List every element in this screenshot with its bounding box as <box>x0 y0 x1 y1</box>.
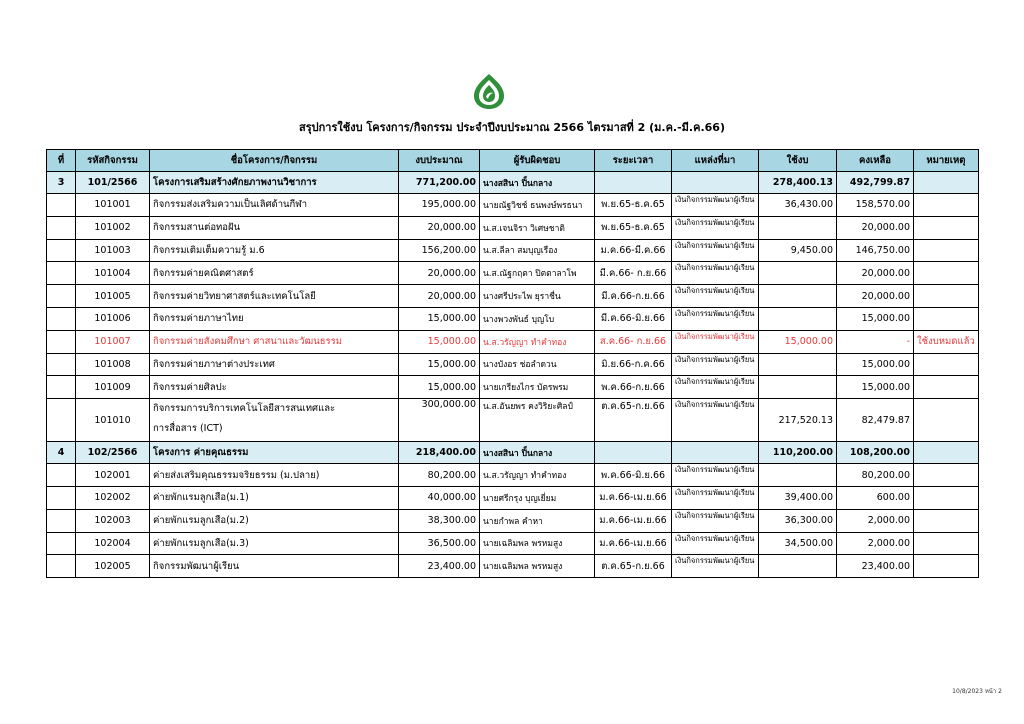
group-used: 110,200.00 <box>759 442 837 464</box>
activity-used <box>759 376 837 399</box>
activity-name-line1: กิจกรรมการบริการเทคโนโลยีสารสนเทศและ <box>153 403 336 415</box>
activity-note <box>914 307 979 330</box>
table-body <box>47 172 979 578</box>
activity-no <box>47 353 76 376</box>
activity-no <box>47 307 76 330</box>
activity-no <box>47 216 76 239</box>
activity-name: กิจกรรมค่ายวิทยาศาสตร์และเทคโนโลยี <box>150 285 399 308</box>
activity-period: มี.ค.66-มิ.ย.66 <box>595 307 672 330</box>
activity-note <box>914 464 979 487</box>
activity-code: 102002 <box>76 486 150 509</box>
activity-resp: น.ส.อันยพร คงวิริยะศิลป์ <box>480 399 595 442</box>
col-header-budget: งบประมาณ <box>399 150 480 172</box>
activity-resp: นางพวงพันธ์ บุญโบ <box>480 307 595 330</box>
group-note <box>914 442 979 464</box>
activity-source: เงินกิจกรรมพัฒนาผู้เรียน <box>672 376 759 399</box>
activity-no <box>47 464 76 487</box>
activity-budget: 20,000.00 <box>399 262 480 285</box>
activity-code: 101003 <box>76 239 150 262</box>
activity-resp: นายณัฐวิชช์ ธนพงษ์พรธนา <box>480 194 595 217</box>
activity-row <box>47 330 979 353</box>
activity-remain: 2,000.00 <box>837 509 914 532</box>
activity-resp: นายศรีกรุง บุญเยี่ยม <box>480 486 595 509</box>
group-source <box>672 172 759 194</box>
project-group-row <box>47 172 979 194</box>
activity-used <box>759 307 837 330</box>
activity-name: กิจกรรมค่ายศิลปะ <box>150 376 399 399</box>
table-header-row <box>47 150 979 172</box>
activity-budget: 40,000.00 <box>399 486 480 509</box>
activity-resp: นายเกรียงไกร บัตรพรม <box>480 376 595 399</box>
activity-budget: 15,000.00 <box>399 307 480 330</box>
activity-used <box>759 285 837 308</box>
activity-source: เงินกิจกรรมพัฒนาผู้เรียน <box>672 555 759 578</box>
activity-code: 102005 <box>76 555 150 578</box>
activity-period: พ.ค.66-ก.ย.66 <box>595 376 672 399</box>
activity-used <box>759 262 837 285</box>
activity-budget: 20,000.00 <box>399 285 480 308</box>
activity-source: เงินกิจกรรมพัฒนาผู้เรียน <box>672 307 759 330</box>
activity-budget: 20,000.00 <box>399 216 480 239</box>
activity-source: เงินกิจกรรมพัฒนาผู้เรียน <box>672 285 759 308</box>
group-resp: นางสสินา ปิ็นกลาง <box>480 442 595 464</box>
group-no: 3 <box>47 172 76 194</box>
activity-row <box>47 399 979 442</box>
activity-period: ม.ค.66-เม.ย.66 <box>595 532 672 555</box>
activity-row <box>47 285 979 308</box>
activity-remain: 146,750.00 <box>837 239 914 262</box>
activity-row <box>47 239 979 262</box>
activity-code: 102004 <box>76 532 150 555</box>
activity-resp: น.ส.ณัฐกฤตา ปิตตาลาโพ <box>480 262 595 285</box>
activity-no <box>47 262 76 285</box>
col-header-used: ใช้งบ <box>759 150 837 172</box>
activity-remain: 15,000.00 <box>837 307 914 330</box>
group-source <box>672 442 759 464</box>
activity-budget: 38,300.00 <box>399 509 480 532</box>
activity-budget: 195,000.00 <box>399 194 480 217</box>
activity-row <box>47 262 979 285</box>
activity-code: 101007 <box>76 330 150 353</box>
activity-row <box>47 509 979 532</box>
activity-code: 102001 <box>76 464 150 487</box>
col-header-period: ระยะเวลา <box>595 150 672 172</box>
col-header-no: ที่ <box>47 150 76 172</box>
group-remain: 108,200.00 <box>837 442 914 464</box>
activity-remain: - <box>837 330 914 353</box>
activity-remain: 80,200.00 <box>837 464 914 487</box>
activity-remain: 82,479.87 <box>837 399 914 442</box>
activity-name: ค่ายพักแรมลูกเสือ(ม.3) <box>150 532 399 555</box>
group-period <box>595 442 672 464</box>
activity-budget: 15,000.00 <box>399 330 480 353</box>
activity-name-line2: การสื่อสาร (ICT) <box>153 423 223 435</box>
activity-name: ค่ายพักแรมลูกเสือ(ม.1) <box>150 486 399 509</box>
activity-name: กิจกรรมเติมเต็มความรู้ ม.6 <box>150 239 399 262</box>
activity-code: 101001 <box>76 194 150 217</box>
activity-used <box>759 216 837 239</box>
activity-budget: 300,000.00 <box>399 399 480 442</box>
budget-table <box>46 149 979 578</box>
activity-row <box>47 376 979 399</box>
activity-remain: 20,000.00 <box>837 216 914 239</box>
activity-row <box>47 532 979 555</box>
activity-name: กิจกรรมส่งเสริมความเป็นเลิศด้านกีฬา <box>150 194 399 217</box>
activity-no <box>47 509 76 532</box>
activity-code: 101010 <box>76 399 150 442</box>
page-title: สรุปการใช้งบ โครงการ/กิจกรรม ประจำปีงบประมาณ 2566 ไตรมาสที่ 2 (ม.ค.-มี.ค.66) <box>299 121 725 134</box>
activity-period: ต.ค.65-ก.ย.66 <box>595 399 672 442</box>
activity-no <box>47 376 76 399</box>
activity-period: ม.ค.66-เม.ย.66 <box>595 486 672 509</box>
activity-code: 101006 <box>76 307 150 330</box>
activity-no <box>47 239 76 262</box>
activity-budget: 80,200.00 <box>399 464 480 487</box>
activity-name: ค่ายพักแรมลูกเสือ(ม.2) <box>150 509 399 532</box>
activity-no <box>47 285 76 308</box>
activity-no <box>47 399 76 442</box>
activity-remain: 23,400.00 <box>837 555 914 578</box>
activity-used: 36,300.00 <box>759 509 837 532</box>
activity-code: 101004 <box>76 262 150 285</box>
activity-period: มี.ค.66-ก.ย.66 <box>595 285 672 308</box>
group-budget: 771,200.00 <box>399 172 480 194</box>
activity-resp: น.ส.วรัญญา ทำคำทอง <box>480 464 595 487</box>
activity-budget: 156,200.00 <box>399 239 480 262</box>
activity-row <box>47 486 979 509</box>
activity-resp: น.ส.เจนจิรา วิเศษชาติ <box>480 216 595 239</box>
activity-remain: 158,570.00 <box>837 194 914 217</box>
activity-resp: น.ส.วรัญญา ทำคำทอง <box>480 330 595 353</box>
activity-source: เงินกิจกรรมพัฒนาผู้เรียน <box>672 353 759 376</box>
activity-name <box>150 399 399 442</box>
project-group-row <box>47 442 979 464</box>
activity-period: ม.ค.66-มี.ค.66 <box>595 239 672 262</box>
school-emblem-icon <box>472 72 506 110</box>
activity-budget: 15,000.00 <box>399 353 480 376</box>
col-header-resp: ผู้รับผิดชอบ <box>480 150 595 172</box>
activity-budget: 23,400.00 <box>399 555 480 578</box>
activity-resp: นายกำพล คำหา <box>480 509 595 532</box>
activity-name: ค่ายส่งเสริมคุณธรรมจริยธรรม (ม.ปลาย) <box>150 464 399 487</box>
activity-row <box>47 307 979 330</box>
activity-remain: 2,000.00 <box>837 532 914 555</box>
activity-source: เงินกิจกรรมพัฒนาผู้เรียน <box>672 194 759 217</box>
activity-used <box>759 353 837 376</box>
activity-row <box>47 353 979 376</box>
activity-budget: 36,500.00 <box>399 532 480 555</box>
activity-code: 101009 <box>76 376 150 399</box>
activity-note <box>914 216 979 239</box>
activity-budget: 15,000.00 <box>399 376 480 399</box>
activity-remain: 20,000.00 <box>837 285 914 308</box>
activity-no <box>47 194 76 217</box>
group-name: โครงการ ค่ายคุณธรรม <box>150 442 399 464</box>
group-remain: 492,799.87 <box>837 172 914 194</box>
activity-period: พ.ย.65-ธ.ค.65 <box>595 194 672 217</box>
activity-used: 9,450.00 <box>759 239 837 262</box>
group-no: 4 <box>47 442 76 464</box>
activity-remain: 15,000.00 <box>837 376 914 399</box>
activity-no <box>47 330 76 353</box>
activity-source: เงินกิจกรรมพัฒนาผู้เรียน <box>672 216 759 239</box>
activity-period: ต.ค.65-ก.ย.66 <box>595 555 672 578</box>
activity-remain: 15,000.00 <box>837 353 914 376</box>
activity-note <box>914 399 979 442</box>
group-note <box>914 172 979 194</box>
group-code: 102/2566 <box>76 442 150 464</box>
group-resp: นางสสินา ปิ็นกลาง <box>480 172 595 194</box>
activity-resp: นางศรีประไพ ยุราชื่น <box>480 285 595 308</box>
activity-period: มี.ค.66- ก.ย.66 <box>595 262 672 285</box>
activity-period: พ.ค.66-มิ.ย.66 <box>595 464 672 487</box>
activity-source: เงินกิจกรรมพัฒนาผู้เรียน <box>672 399 759 442</box>
activity-name: กิจกรรมพัฒนาผู้เรียน <box>150 555 399 578</box>
activity-source: เงินกิจกรรมพัฒนาผู้เรียน <box>672 532 759 555</box>
activity-used: 39,400.00 <box>759 486 837 509</box>
activity-row <box>47 194 979 217</box>
activity-name: กิจกรรมสานต่อทอฝัน <box>150 216 399 239</box>
activity-name: กิจกรรมค่ายคณิตศาสตร์ <box>150 262 399 285</box>
activity-row <box>47 464 979 487</box>
activity-period: ส.ค.66- ก.ย.66 <box>595 330 672 353</box>
activity-remain: 20,000.00 <box>837 262 914 285</box>
activity-note <box>914 486 979 509</box>
activity-no <box>47 486 76 509</box>
group-used: 278,400.13 <box>759 172 837 194</box>
activity-used: 34,500.00 <box>759 532 837 555</box>
activity-source: เงินกิจกรรมพัฒนาผู้เรียน <box>672 262 759 285</box>
group-name: โครงการเสริมสร้างศักยภาพงานวิชาการ <box>150 172 399 194</box>
col-header-code: รหัสกิจกรรม <box>76 150 150 172</box>
activity-note <box>914 239 979 262</box>
activity-no <box>47 555 76 578</box>
activity-code: 102003 <box>76 509 150 532</box>
activity-used <box>759 555 837 578</box>
activity-note <box>914 555 979 578</box>
activity-note <box>914 376 979 399</box>
activity-code: 101008 <box>76 353 150 376</box>
activity-name: กิจกรรมค่ายภาษาไทย <box>150 307 399 330</box>
activity-resp: นายเฉลิมพล พรหมสูง <box>480 532 595 555</box>
activity-resp: น.ส.ลีลา สมบุญเรือง <box>480 239 595 262</box>
col-header-name: ชื่อโครงการ/กิจกรรม <box>150 150 399 172</box>
group-code: 101/2566 <box>76 172 150 194</box>
activity-note <box>914 262 979 285</box>
activity-source: เงินกิจกรรมพัฒนาผู้เรียน <box>672 509 759 532</box>
activity-name: กิจกรรมค่ายสังคมศึกษา ศาสนาและวัฒนธรรม <box>150 330 399 353</box>
activity-source: เงินกิจกรรมพัฒนาผู้เรียน <box>672 486 759 509</box>
activity-note <box>914 509 979 532</box>
activity-row <box>47 216 979 239</box>
activity-used: 36,430.00 <box>759 194 837 217</box>
activity-source: เงินกิจกรรมพัฒนาผู้เรียน <box>672 464 759 487</box>
activity-source: เงินกิจกรรมพัฒนาผู้เรียน <box>672 239 759 262</box>
activity-note <box>914 285 979 308</box>
group-period <box>595 172 672 194</box>
activity-note: ใช้งบหมดแล้ว <box>914 330 979 353</box>
activity-source: เงินกิจกรรมพัฒนาผู้เรียน <box>672 330 759 353</box>
activity-code: 101005 <box>76 285 150 308</box>
col-header-note: หมายเหตุ <box>914 150 979 172</box>
activity-row <box>47 555 979 578</box>
activity-note <box>914 194 979 217</box>
activity-used: 15,000.00 <box>759 330 837 353</box>
activity-period: ม.ค.66-เม.ย.66 <box>595 509 672 532</box>
activity-remain: 600.00 <box>837 486 914 509</box>
activity-resp: นายเฉลิมพล พรหมสูง <box>480 555 595 578</box>
activity-note <box>914 532 979 555</box>
activity-used <box>759 464 837 487</box>
activity-resp: นางบังอร ช่อลำดวน <box>480 353 595 376</box>
col-header-remain: คงเหลือ <box>837 150 914 172</box>
activity-period: มิ.ย.66-ก.ค.66 <box>595 353 672 376</box>
activity-used: 217,520.13 <box>759 399 837 442</box>
activity-period: พ.ย.65-ธ.ค.65 <box>595 216 672 239</box>
page-footer: 10/8/2023 หน้า 2 <box>952 688 1002 695</box>
activity-note <box>914 353 979 376</box>
activity-code: 101002 <box>76 216 150 239</box>
col-header-source: แหล่งที่มา <box>672 150 759 172</box>
activity-name: กิจกรรมค่ายภาษาต่างประเทศ <box>150 353 399 376</box>
group-budget: 218,400.00 <box>399 442 480 464</box>
activity-no <box>47 532 76 555</box>
